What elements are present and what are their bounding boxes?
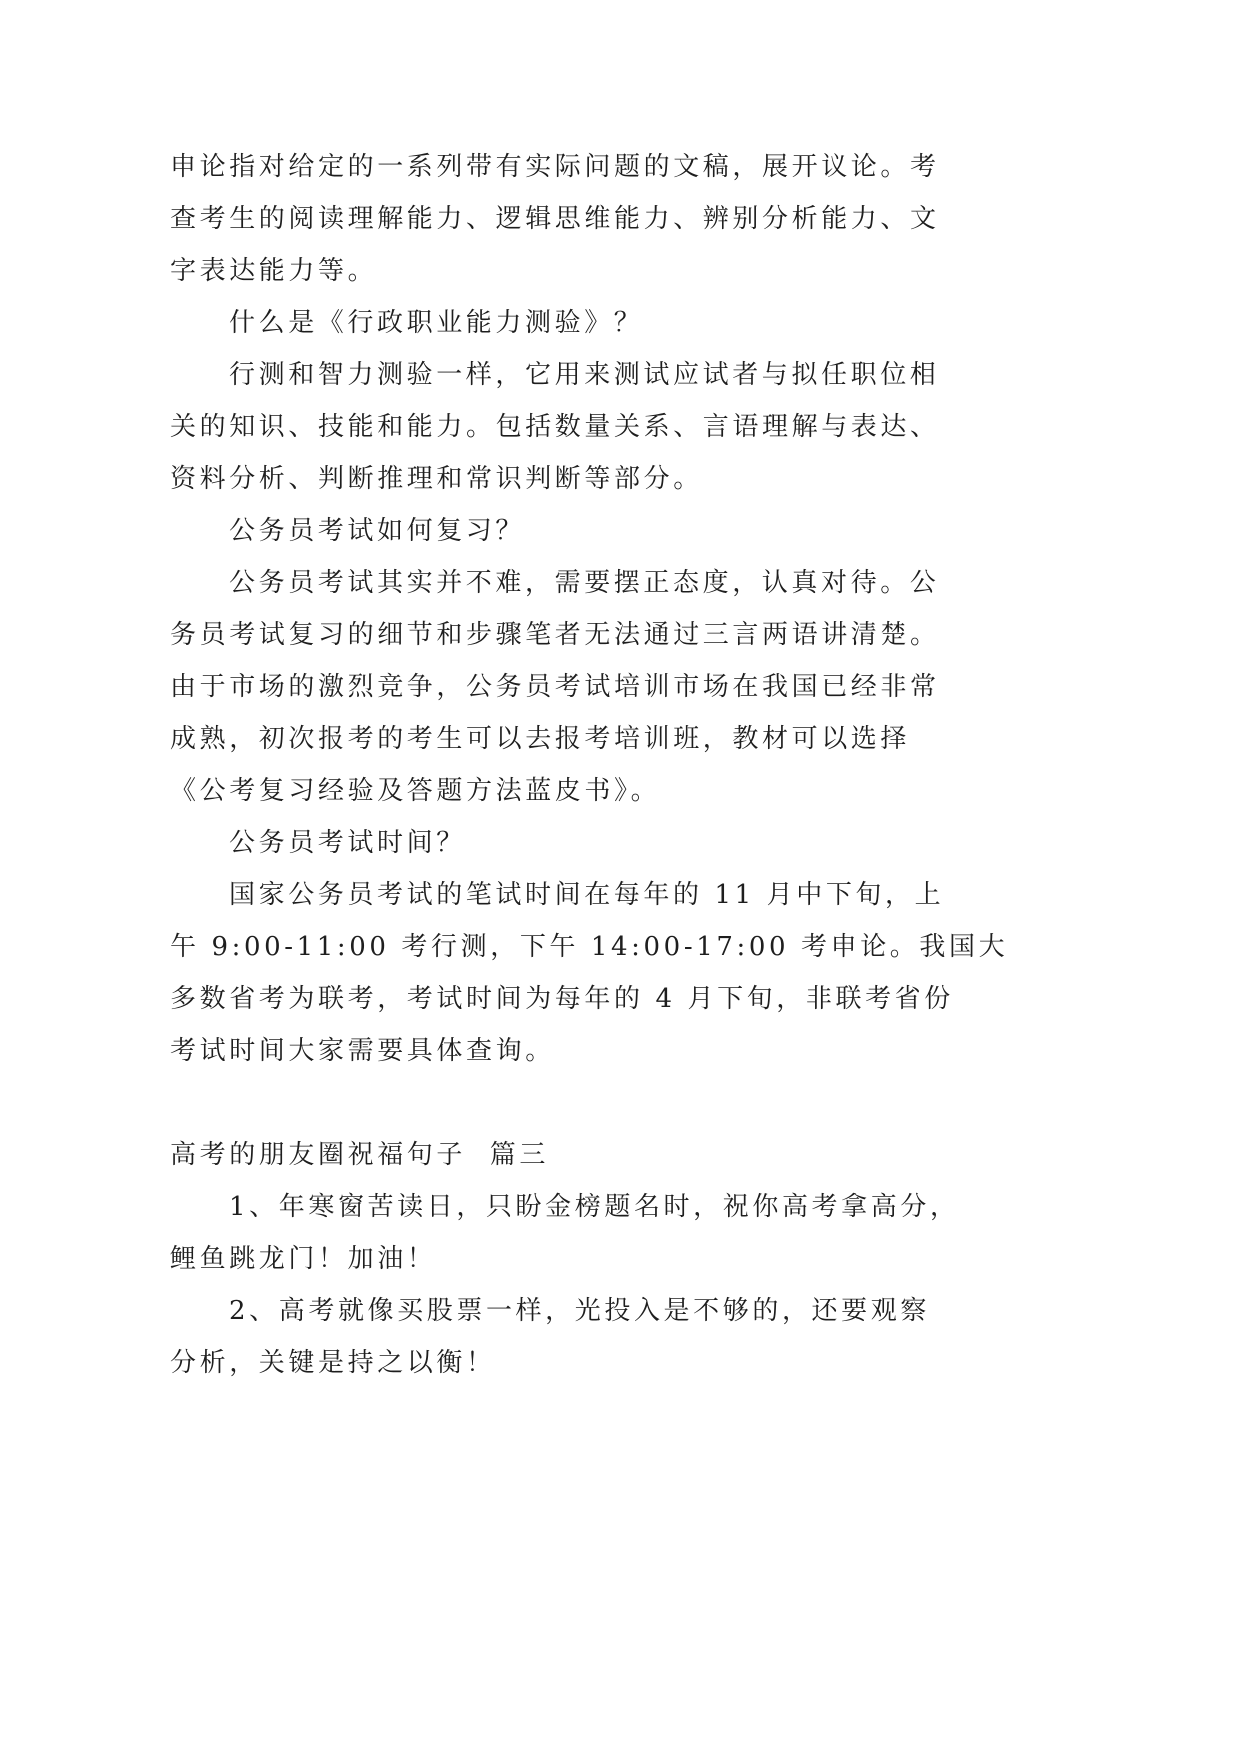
question-line: 公务员考试时间？: [229, 828, 466, 858]
document-body: [170, 141, 1009, 1389]
question-line: 什么是《行政职业能力测验》？: [229, 308, 644, 338]
blank-line: [170, 1077, 990, 1129]
paragraph-line: 关的知识、技能和能力。包括数量关系、言语理解与表达、: [170, 412, 940, 442]
section-title: 高考的朋友圈祝福句子 篇三: [170, 1140, 549, 1170]
paragraph-line: 字表达能力等。: [170, 256, 378, 286]
wish-item: [170, 1285, 990, 1389]
question-heading: [170, 505, 990, 557]
question-heading: [170, 297, 990, 349]
paragraph-line: 务员考试复习的细节和步骤笔者无法通过三言两语讲清楚。: [170, 620, 940, 650]
wish-line: 1、年寒窗苦读日，只盼金榜题名时，祝你高考拿高分，: [229, 1192, 960, 1222]
paragraph-line: 申论指对给定的一系列带有实际问题的文稿，展开议论。考: [170, 152, 940, 182]
paragraph-line: 考试时间大家需要具体查询。: [170, 1036, 555, 1066]
wish-line: 分析，关键是持之以衡！: [170, 1348, 496, 1378]
paragraph-line: 资料分析、判断推理和常识判断等部分。: [170, 464, 703, 494]
paragraph-line: 成熟，初次报考的考生可以去报考培训班，教材可以选择: [170, 724, 911, 754]
paragraph-line: 由于市场的激烈竞争，公务员考试培训市场在我国已经非常: [170, 672, 940, 702]
question-heading: [170, 817, 990, 869]
wish-line: 2、高考就像买股票一样，光投入是不够的，还要观察: [229, 1296, 930, 1326]
paragraph: [170, 869, 1009, 1077]
wish-item: [170, 1181, 990, 1285]
paragraph: [170, 141, 990, 297]
paragraph: [170, 349, 990, 505]
paragraph-line: 公务员考试其实并不难，需要摆正态度，认真对待。公: [229, 568, 940, 598]
paragraph: [170, 557, 990, 817]
paragraph-line: 行测和智力测验一样，它用来测试应试者与拟任职位相: [229, 360, 940, 390]
paragraph-line: 查考生的阅读理解能力、逻辑思维能力、辨别分析能力、文: [170, 204, 940, 234]
paragraph-line: 《公考复习经验及答题方法蓝皮书》。: [170, 776, 661, 806]
question-line: 公务员考试如何复习？: [229, 516, 526, 546]
paragraph-line: 国家公务员考试的笔试时间在每年的 11 月中下旬，上: [229, 880, 945, 910]
paragraph-line: 多数省考为联考，考试时间为每年的 4 月下旬，非联考省份: [170, 984, 954, 1014]
wish-line: 鲤鱼跳龙门！加油！: [170, 1244, 437, 1274]
paragraph-line: 午 9:00-11:00 考行测，下午 14:00-17:00 考申论。我国大: [170, 932, 1009, 962]
